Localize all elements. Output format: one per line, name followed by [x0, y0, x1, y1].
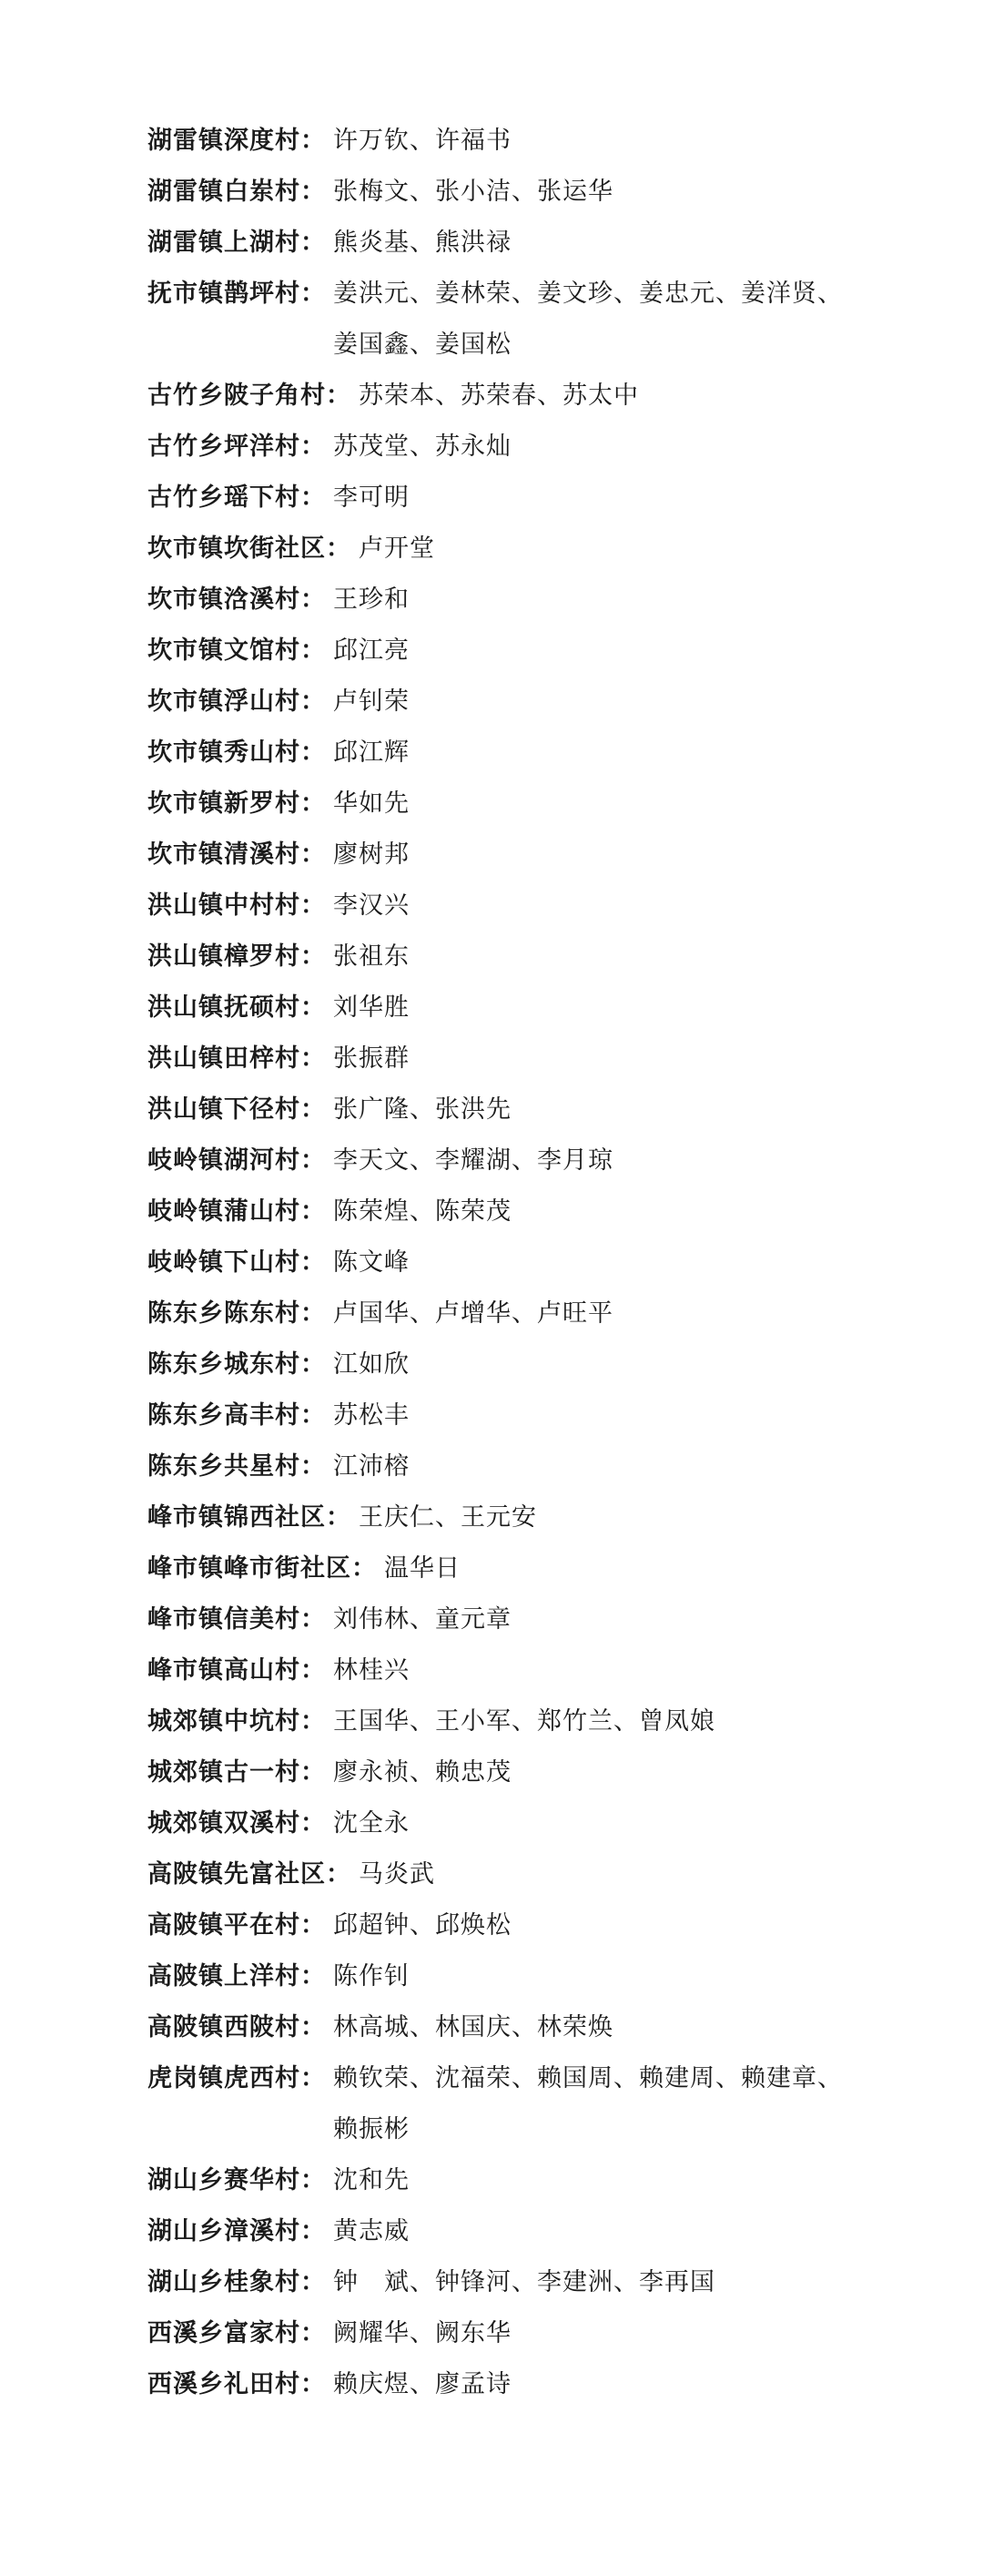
- person-names: 张广隆、张洪先: [333, 1095, 512, 1124]
- village-name: 坎市镇秀山村：: [147, 738, 326, 767]
- village-name: 城郊镇中坑村：: [147, 1707, 326, 1736]
- village-name: 湖雷镇上湖村：: [147, 229, 326, 257]
- person-names: 江如欣: [333, 1350, 410, 1379]
- person-names: 温华日: [384, 1554, 461, 1583]
- person-names: 张祖东: [333, 942, 410, 971]
- village-name: 城郊镇双溪村：: [147, 1809, 326, 1838]
- person-names: 沈全永: [333, 1809, 410, 1838]
- person-names: 钟 斌、钟锋河、李建洲、李再国: [333, 2268, 715, 2296]
- person-names: 邱江亮: [333, 636, 410, 665]
- person-names: 马炎武: [359, 1860, 435, 1889]
- person-names: 沈和先: [333, 2166, 410, 2194]
- village-name: 高陂镇平在村：: [147, 1911, 326, 1940]
- person-names: 姜洪元、姜林荣、姜文珍、姜忠元、姜洋贤、姜国鑫、姜国松: [333, 280, 843, 359]
- village-name: 岐岭镇湖河村：: [147, 1146, 326, 1175]
- village-name: 湖雷镇深度村：: [147, 127, 326, 155]
- village-name: 古竹乡坪洋村：: [147, 433, 326, 461]
- person-names: 赖钦荣、沈福荣、赖国周、赖建周、赖建章、赖振彬: [333, 2064, 843, 2143]
- person-names: 廖永祯、赖忠茂: [333, 1758, 512, 1787]
- person-names: 陈作钊: [333, 1962, 410, 1991]
- person-names: 苏松丰: [333, 1401, 410, 1430]
- village-name: 陈东乡城东村：: [147, 1350, 326, 1379]
- person-names: 张梅文、张小洁、张运华: [333, 178, 613, 206]
- village-name: 峰市镇信美村：: [147, 1605, 326, 1634]
- village-name: 坎市镇坎街社区：: [147, 535, 351, 563]
- person-names: 卢开堂: [359, 535, 435, 563]
- person-names: 李汉兴: [333, 891, 410, 920]
- person-names: 苏茂堂、苏永灿: [333, 433, 512, 461]
- person-names: 卢钊荣: [333, 687, 410, 716]
- village-name: 高陂镇先富社区：: [147, 1860, 351, 1889]
- village-name: 古竹乡瑶下村：: [147, 484, 326, 512]
- village-name: 湖山乡赛华村：: [147, 2166, 326, 2194]
- village-name: 坎市镇文馆村：: [147, 636, 326, 665]
- person-names: 张振群: [333, 1044, 410, 1073]
- person-names: 卢国华、卢增华、卢旺平: [333, 1299, 613, 1328]
- person-names: 李可明: [333, 484, 410, 512]
- village-name: 峰市镇峰市街社区：: [147, 1554, 377, 1583]
- person-names: 林桂兴: [333, 1656, 410, 1685]
- village-name: 洪山镇田梓村：: [147, 1044, 326, 1073]
- village-name: 洪山镇下径村：: [147, 1095, 326, 1124]
- person-names: 王珍和: [333, 585, 410, 614]
- person-names: 王国华、王小军、郑竹兰、曾凤娘: [333, 1707, 715, 1736]
- person-names: 赖庆煜、廖孟诗: [333, 2370, 512, 2398]
- person-names: 廖树邦: [333, 840, 410, 869]
- village-name: 坎市镇浮山村：: [147, 687, 326, 716]
- person-names: 陈文峰: [333, 1248, 410, 1277]
- village-name: 峰市镇锦西社区：: [147, 1503, 351, 1532]
- village-name: 湖山乡桂象村：: [147, 2268, 326, 2296]
- person-names: 刘伟林、童元章: [333, 1605, 512, 1634]
- village-name: 古竹乡陂子角村：: [147, 382, 351, 410]
- person-names: 邱江辉: [333, 738, 410, 767]
- person-names: 江沛榕: [333, 1452, 410, 1481]
- village-name: 洪山镇中村村：: [147, 891, 326, 920]
- village-name: 陈东乡陈东村：: [147, 1299, 326, 1328]
- person-names: 阙耀华、阙东华: [333, 2319, 512, 2347]
- person-names: 熊炎基、熊洪禄: [333, 229, 512, 257]
- village-name: 湖山乡漳溪村：: [147, 2217, 326, 2245]
- person-names: 黄志威: [333, 2217, 410, 2245]
- village-name: 陈东乡高丰村：: [147, 1401, 326, 1430]
- person-names: 苏荣本、苏荣春、苏太中: [359, 382, 639, 410]
- village-name: 城郊镇古一村：: [147, 1758, 326, 1787]
- person-names: 林高城、林国庆、林荣焕: [333, 2013, 613, 2041]
- village-name: 峰市镇高山村：: [147, 1656, 326, 1685]
- village-name: 高陂镇西陂村：: [147, 2013, 326, 2041]
- person-names: 陈荣煌、陈荣茂: [333, 1197, 512, 1226]
- village-name: 坎市镇新罗村：: [147, 789, 326, 818]
- village-name: 坎市镇清溪村：: [147, 840, 326, 869]
- person-names: 李天文、李耀湖、李月琼: [333, 1146, 613, 1175]
- village-name: 湖雷镇白岽村：: [147, 178, 326, 206]
- person-names: 邱超钟、邱焕松: [333, 1911, 512, 1940]
- village-name: 陈东乡共星村：: [147, 1452, 326, 1481]
- village-name: 西溪乡礼田村：: [147, 2370, 326, 2398]
- village-name: 西溪乡富家村：: [147, 2319, 326, 2347]
- person-names: 刘华胜: [333, 993, 410, 1022]
- village-name: 高陂镇上洋村：: [147, 1962, 326, 1991]
- village-name: 虎岗镇虎西村：: [147, 2064, 326, 2092]
- person-names: 王庆仁、王元安: [359, 1503, 537, 1532]
- village-name: 岐岭镇下山村：: [147, 1248, 326, 1277]
- village-name: 洪山镇樟罗村：: [147, 942, 326, 971]
- village-name: 抚市镇鹊坪村：: [147, 280, 326, 308]
- person-names: 许万钦、许福书: [333, 127, 512, 155]
- village-name: 坎市镇浛溪村：: [147, 585, 326, 614]
- village-name: 洪山镇抚硕村：: [147, 993, 326, 1022]
- person-names: 华如先: [333, 789, 410, 818]
- village-name: 岐岭镇蒲山村：: [147, 1197, 326, 1226]
